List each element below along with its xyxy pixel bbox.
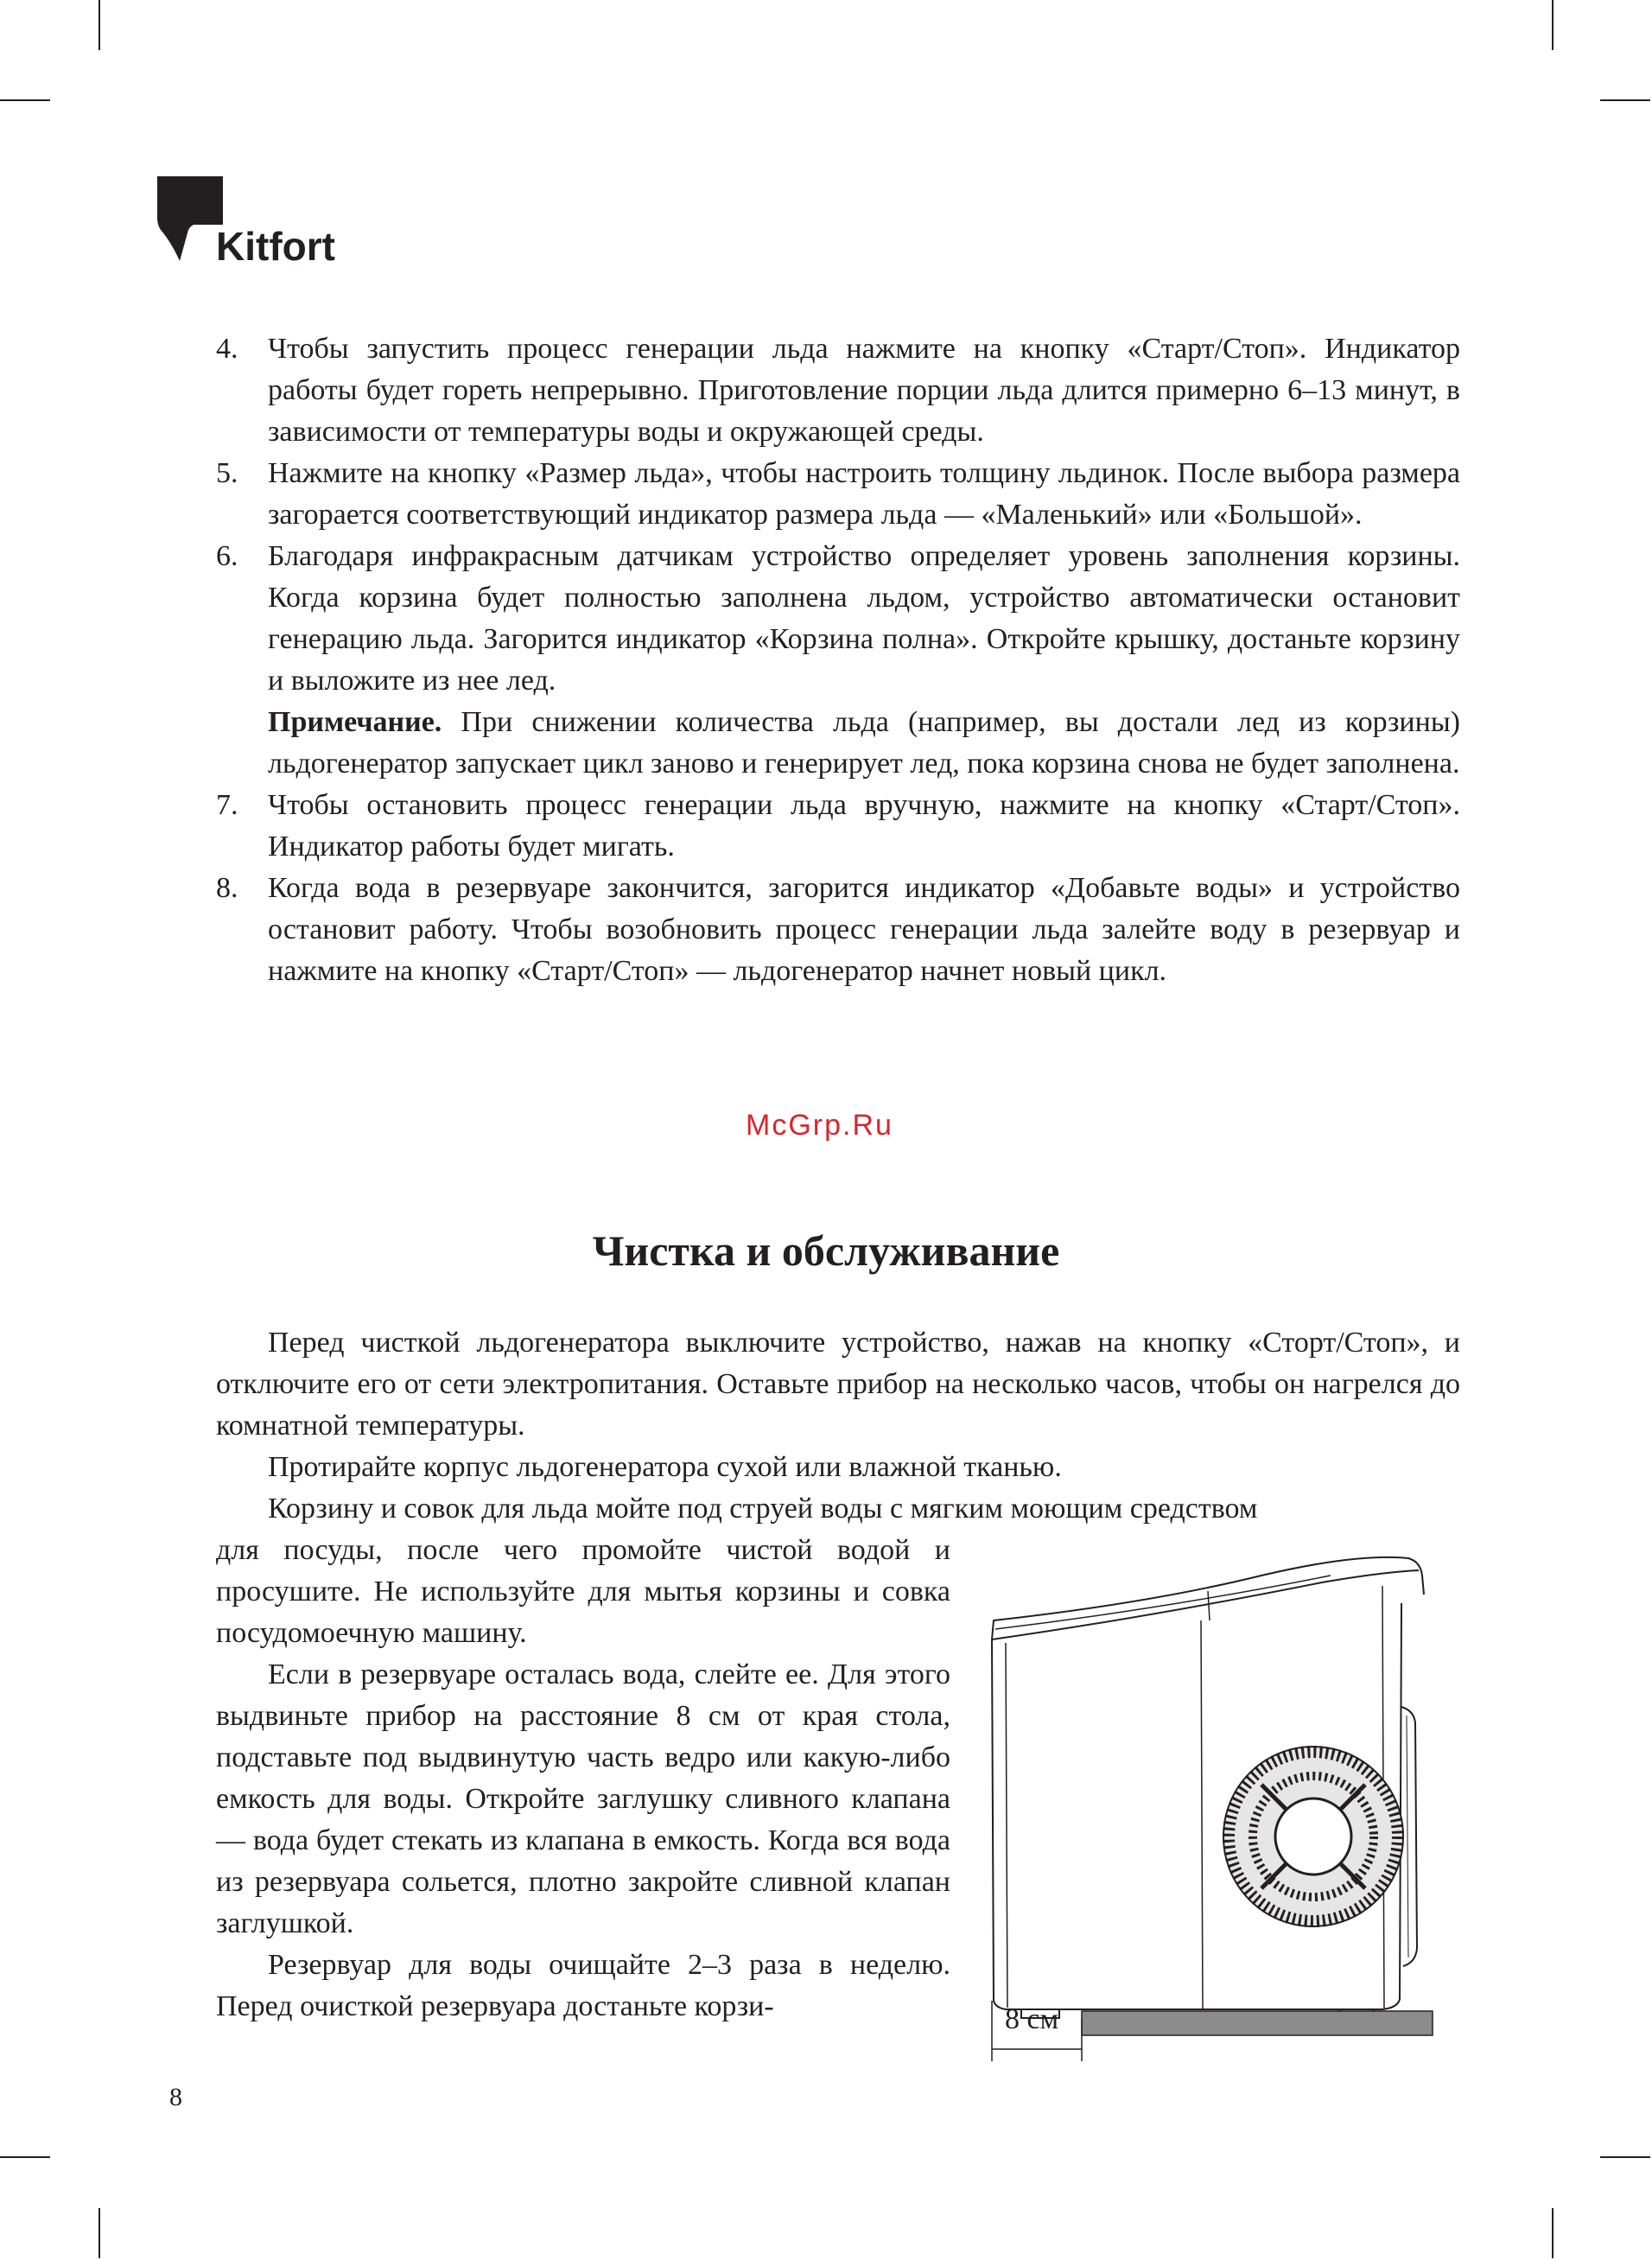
list-item-text: Когда вода в резервуаре закончится, загорится индикатор «Добавьте воды» и устройство остановит работу. Чтобы возобновить процесс генерации льда залейте воду в резервуар и нажмите на кнопку «Старт/Стоп» — льдогенератор начнет новый цикл. [268,872,1460,987]
paragraph: Если в резервуаре осталась вода, слейте ее. Для этого выдвиньте прибор на расстояние 8 см от края стола, подставьте под выдвинутую часть ведро или какую-либо емкость для воды. Откройте заглушку сливного клапана — вода будет стекать из клапана в емкость. Когда вся вода из резервуара сольется, плотно закройте сливной клапан заглушкой. [216,1658,950,1939]
crop-mark [0,2156,50,2158]
kitfort-logo-icon [156,173,225,268]
list-item-number: 8. [216,872,238,904]
crop-mark [0,99,50,101]
crop-mark [98,2208,100,2258]
list-item-text: Благодаря инфракрасным датчикам устройство определяет уровень заполнения корзины. Когда корзина будет полностью заполнена льдом, устройство автоматически остановит генерацию льда. Загорится индикатор «Корзина полна». Откройте крышку, достаньте корзину и выложите из нее лед. [268,540,1460,697]
crop-mark [1600,2156,1650,2158]
list-item-text: Нажмите на кнопку «Размер льда», чтобы настроить толщину льдинок. После выбора размера загорается соответствующий индикатор размера льда — «Маленький» или «Большой». [268,457,1460,531]
note-label: Примечание. [268,706,442,738]
paragraph: Резервуар для воды очищайте 2–3 раза в неделю. Перед очисткой резервуара достаньте корзи- [216,1949,950,2022]
section-title: Чистка и обслуживание [592,1226,1060,1275]
list-item-number: 6. [216,540,238,572]
instruction-list [216,328,1460,992]
list-item [216,536,1460,785]
crop-mark [98,0,100,50]
note [268,702,1460,785]
list-item [216,868,1460,992]
section-body-narrow [216,1530,950,2028]
page-number: 8 [169,2083,182,2111]
list-item-number: 5. [216,457,238,489]
paragraph: для посуды, после чего промойте чистой водой и просушите. Не используйте для мытья корзины и совка посудомоечную машину. [216,1534,950,1649]
paragraph: Перед чисткой льдогенератора выключите устройство, нажав на кнопку «Сторт/Стоп», и отключите его от сети электропитания. Оставьте прибор на несколько часов, чтобы он нагрелся до комнатной температуры. [216,1327,1460,1442]
brand-logo [156,173,363,277]
crop-mark [1600,99,1650,101]
watermark: McGrp.Ru [746,1109,893,1142]
ice-maker-illustration [976,1534,1443,2061]
section-body [216,1322,1460,1530]
paragraph: Протирайте корпус льдогенератора сухой или влажной тканью. [268,1451,1062,1483]
crop-mark [1552,2208,1554,2258]
dimension-label: 8 см [1005,2003,1059,2035]
list-item [216,785,1460,868]
list-item-number: 4. [216,333,238,365]
crop-mark [1552,0,1554,50]
list-item-number: 7. [216,789,238,821]
list-item [216,453,1460,536]
note-text: При снижении количества льда (например, вы достали лед из корзины) льдогенератор запускает цикл заново и генерирует лед, пока корзина снова не будет заполнена. [268,706,1460,780]
list-item [216,328,1460,453]
list-item-text: Чтобы остановить процесс генерации льда вручную, нажмите на кнопку «Старт/Стоп». Индикатор работы будет мигать. [268,789,1460,863]
list-item-text: Чтобы запустить процесс генерации льда нажмите на кнопку «Старт/Стоп». Индикатор работы будет гореть непрерывно. Приготовление порции льда длится примерно 6–13 минут, в зависимости от температуры воды и окружающей среды. [268,333,1460,448]
fan-icon [1223,1747,1403,1926]
brand-name: Kitfort [216,224,335,269]
paragraph: Корзину и совок для льда мойте под струей воды с мягким моющим средством [268,1493,1258,1525]
